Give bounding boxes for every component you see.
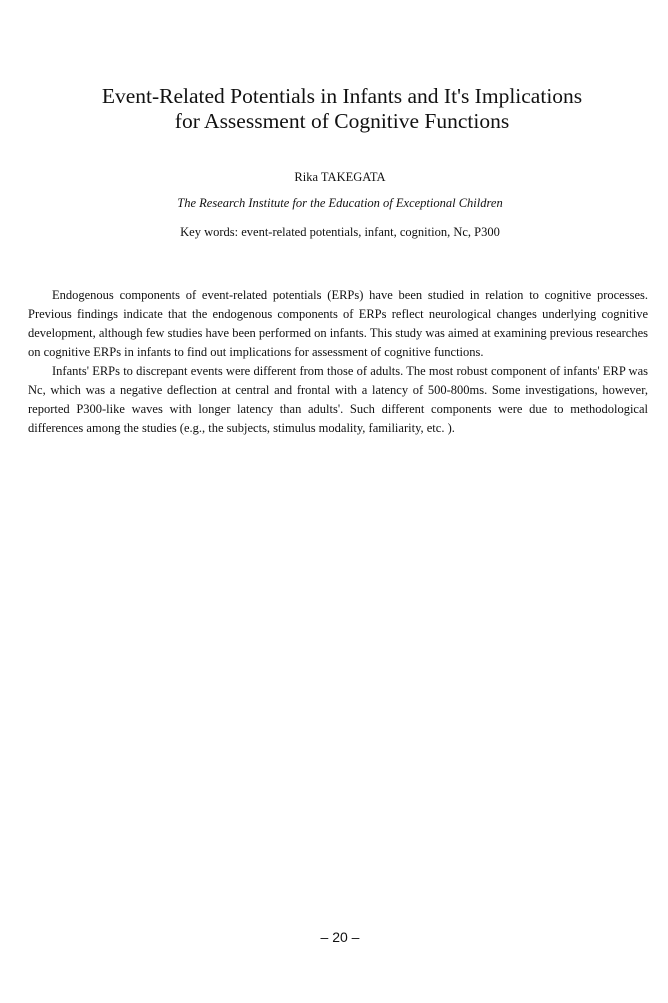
title-line-1: Event-Related Potentials in Infants and It's Implications [101, 84, 583, 108]
affiliation: The Research Institute for the Education of Exceptional Children [177, 196, 503, 210]
author-name: Rika TAKEGATA [294, 170, 386, 184]
page-number: – 20 – [320, 929, 360, 945]
paper-title [0, 84, 668, 134]
abstract-paragraph-1: Endogenous components of event-related potentials (ERPs) have been studied in relation to cognitive processes. Previous findings indicate that the endogenous components of ERPs reflect neurological changes underlying cognitive development, although few studies have been performed on infants. This study was aimed at examining previous researches on cognitive ERPs in infants to find out implications for assessment of cognitive functions. [28, 288, 648, 359]
abstract-paragraph-2: Infants' ERPs to discrepant events were different from those of adults. The most robust component of infants' ERP was Nc, which was a negative deflection at central and frontal with a latency of 500-800ms. Some investigations, however, reported P300-like waves with longer latency than adults'. Such different components were due to methodological differences among the studies (e.g., the subjects, stimulus modality, familiarity, etc. ). [28, 364, 648, 435]
title-line-2: for Assessment of Cognitive Functions [174, 109, 510, 133]
keywords: Key words: event-related potentials, infant, cognition, Nc, P300 [180, 225, 500, 239]
abstract [28, 286, 648, 438]
